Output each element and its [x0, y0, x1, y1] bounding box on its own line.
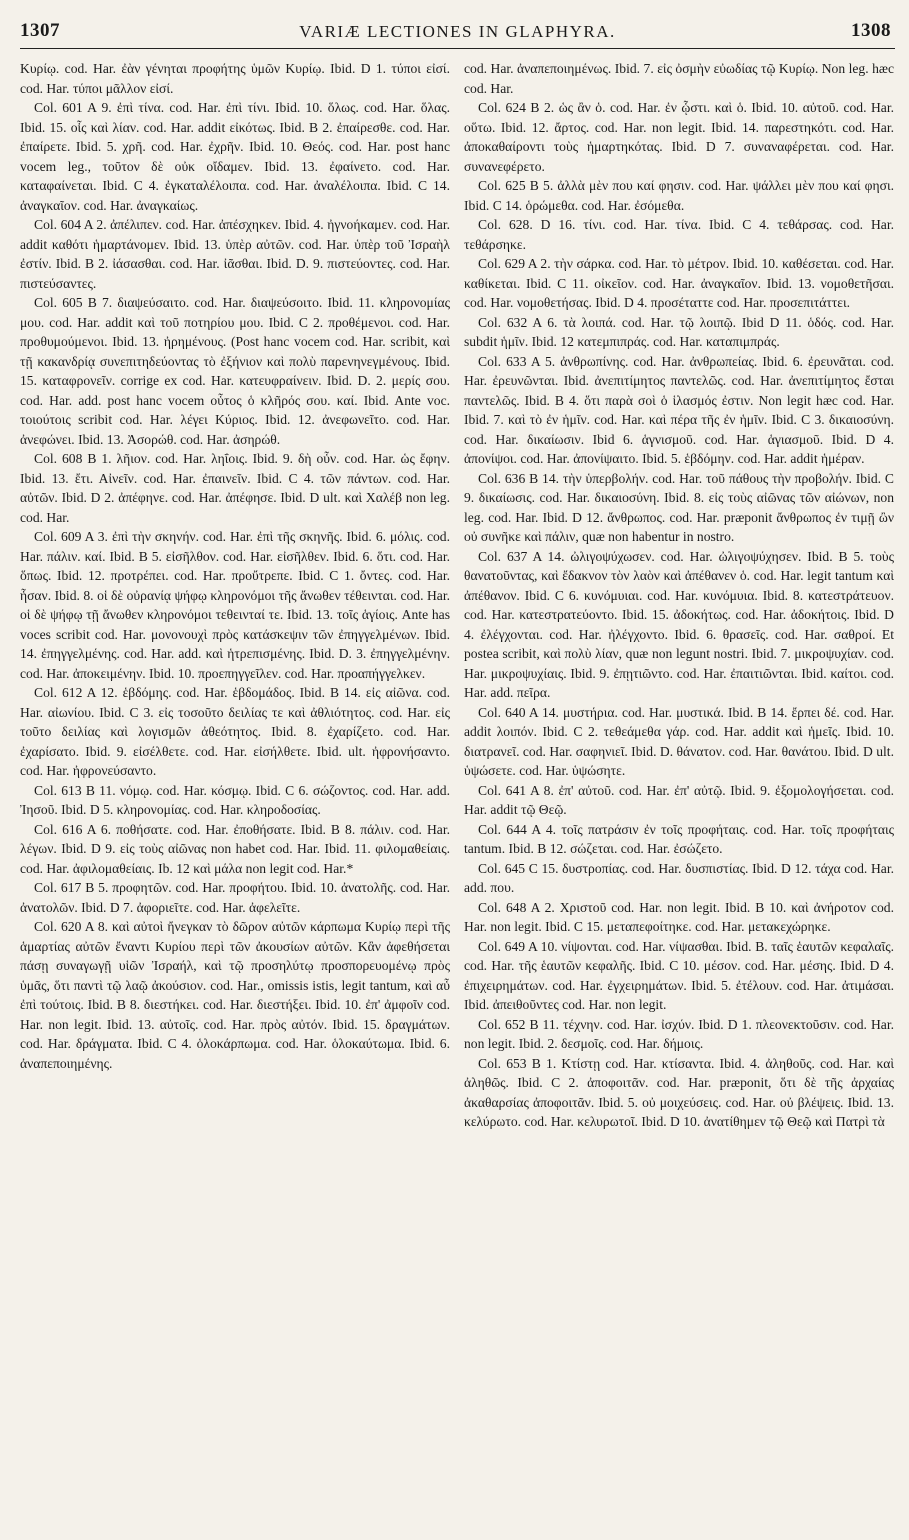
variant-entry: Col. 640 A 14. μυστήρια. cod. Har. μυστικά. Ibid. B 14. ἔρπει δέ. cod. Har. addit λοιπόν. Ibid. C 2. τεθεάμεθα γάρ. cod. Har. addit καὶ ἡμεῖς. Ibid. 10. διατρανεῖ. cod. Har. σαφηνιεῖ. Ibid. D. θάνατον. cod. Har. θανάτου. Ibid. D ult. ὑψώσετε. cod. Har. ὑψώσητε. [464, 704, 894, 778]
variant-entry: cod. Har. ἀναπεποιημένως. Ibid. 7. εἰς ὀσμὴν εὐωδίας τῷ Κυρίῳ. Non leg. hæc cod. Har. [464, 61, 894, 96]
page-number-left: 1307 [20, 20, 60, 41]
variant-entry: Col. 616 A 6. ποθήσατε. cod. Har. ἐποθήσατε. Ibid. B 8. πάλιν. cod. Har. λέγων. Ibid. D 9. εἰς τοὺς αἰῶνας non habet cod. Har. Ibid. 11. φιλομαθείαις. cod. Har. ἀφιλομαθείαις. Ib. 12 καὶ μάλα non legit cod. Har.* [20, 821, 450, 876]
running-header [20, 12, 895, 49]
variant-entry: Col. 617 B 5. προφητῶν. cod. Har. προφήτου. Ibid. 10. ἀνατολῆς. cod. Har. ἀνατολῶν. Ibid. D 7. ἀφοριεῖτε. cod. Har. ἀφελεῖτε. [20, 880, 450, 915]
variant-entry: Col. 608 B 1. λῆιον. cod. Har. ληΐοις. Ibid. 9. δὴ οὖν. cod. Har. ὡς ἔφην. Ibid. 13. ἔτι. Αἰνεῖν. cod. Har. ἐπαινεῖν. Ibid. C 4. τῶν πάντων. cod. Har. αὐτῶν. Ibid. D 2. ἀπέφηνε. cod. Har. ἀπέφησε. Ibid. D ult. καὶ Χαλέβ non leg. cod. Har. [20, 451, 450, 525]
variant-entry: Col. 604 A 2. ἀπέλιπεν. cod. Har. ἀπέσχηκεν. Ibid. 4. ἠγνοήκαμεν. cod. Har. addit καθότι ἡμαρτάνομεν. Ibid. 13. ὑπὲρ αὐτῶν. cod. Har. ὑπὲρ τοῦ Ἰσραὴλ ἐστίν. Ibid. B 2. ἰάσασθαι. cod. Har. ἰᾶσθαι. Ibid. D. 9. πιστεύοντες. cod. Har. πιστεύσαντες. [20, 217, 450, 291]
variant-entry: Col. 645 C 15. δυστροπίας. cod. Har. δυσπιστίας. Ibid. D 12. τάχα cod. Har. add. που. [464, 860, 894, 895]
variant-entry: Col. 628. D 16. τίνι. cod. Har. τίνα. Ibid. C 4. τεθάρσας. cod. Har. τεθάρσηκε. [464, 217, 894, 252]
variant-entry: Col. 624 B 2. ὡς ἂν ὁ. cod. Har. ἐν ᾧστι. καὶ ὁ. Ibid. 10. αὐτοῦ. cod. Har. οὕτω. Ibid. 12. ἄρτος. cod. Har. non legit. Ibid. 14. παρεστηκότι. cod. Har. ἀποκαθαίροντι τοὺς ἡμαρτηκότας. Ibid. D 7. συναναφέρεται. cod. Har. συνανεφέρετο. [464, 100, 894, 174]
variant-entry: Col. 625 B 5. ἀλλὰ μὲν που καί φησιν. cod. Har. ψάλλει μὲν που καί φησι. Ibid. C 14. ὁρώμεθα. cod. Har. ἐσόμεθα. [464, 178, 894, 213]
variant-entry: Col. 620 A 8. καὶ αὐτοὶ ἤνεγκαν τὸ δῶρον αὐτῶν κάρπωμα Κυρίῳ περὶ τῆς ἁμαρτίας αὐτῶν ἔναντι Κυρίου περὶ τῶν ἀκουσίων αὐτῶν. Κἂν ἀφεθήσεται πάσῃ συναγωγῇ υἱῶν Ἰσραήλ, καὶ τῷ προσηλύτῳ προσπορευομένῳ πρὸς ὑμᾶς, ὅτι παντὶ τῷ λαῷ ἀκούσιον. cod. Har., omissis istis, legit tantum, καὶ αὖ ἐπὶ τούτοις. Ibid. B 8. διεστήκει. cod. Har. διεστήξει. Ibid. 10. ἐπ' ἀμφοῖν cod. Har. non legit. Ibid. 13. αὐτοῖς. cod. Har. πρὸς αὐτόν. Ibid. 15. δραγμάτων. cod. Har. δράγματα. Ibid. C 4. ὁλοκάρπωμα. cod. Har. ὁλοκαύτωμα. Ibid. 6. ἀναπεποιημένης. [20, 919, 450, 1071]
variant-entry: Col. 653 B 1. Κτίστῃ cod. Har. κτίσαντα. Ibid. 4. ἀληθοῦς. cod. Har. καὶ ἀληθῶς. Ibid. C 2. ἀποφοιτᾶν. cod. Har. præponit, ὅτι δὲ τῆς ἀρχαίας ἀκαθαρσίας ἀποφοιτᾶν. Ibid. 5. οὐ μοιχεύσεις. cod. Har. οὐ βλέψεις. Ibid. 13. κελύρωτο. cod. Har. κελυρωτοῖ. Ibid. D 10. ἀνατίθημεν τῷ Θεῷ καὶ Πατρὶ τὰ [464, 1055, 894, 1129]
variant-entry: Col. 609 A 3. ἐπὶ τὴν σκηνήν. cod. Har. ἐπὶ τῆς σκηνῆς. Ibid. 6. μόλις. cod. Har. πάλιν. καί. Ibid. B 5. εἰσῆλθον. cod. Har. εἰσῆλθεν. Ibid. 6. ὅτι. cod. Har. ὅπως. Ibid. 12. προτρέπει. cod. Har. προὔτρεπε. Ibid. C 1. ὄντες. cod. Har. ἦσαν. Ibid. 8. οἱ δὲ οὐρανίᾳ ψήφῳ κληρονόμοι τῆς ἄνωθεν τέθεινται. cod. Har. οἱ δὲ ψήφῳ τῇ ἄνωθεν κληρονόμοι τεθεινταί τε. Ibid. 13. τοῖς ἁγίοις. Ante has voces scribit cod. Har. μονονουχὶ πρὸς κατάσκεψιν τῶν ἐπηγγελμένων. Ibid. 14. ἐπηγγελμένης. cod. Har. add. καὶ ἡτρεπισμένης. Ibid. D. 3. ἐπηγγελμένην. cod. Har. ἀποκειμένην. Ibid. 10. προεπηγγεῖλεν. cod. Har. προαπήγγελκεν. [20, 529, 450, 681]
variant-entry: Col. 629 A 2. τὴν σάρκα. cod. Har. τὸ μέτρον. Ibid. 10. καθέσεται. cod. Har. καθίκεται. Ibid. C 11. οἰκεῖον. cod. Har. ἀναγκαῖον. Ibid. 13. νομοθετῆσαι. cod. Har. νομοθετήσας. Ibid. D 4. προσέταττε cod. Har. προσεπιτάττει. [464, 256, 894, 310]
variant-entry: Col. 612 A 12. ἑβδόμης. cod. Har. ἑβδομάδος. Ibid. B 14. εἰς αἰῶνα. cod. Har. αἰωνίου. Ibid. C 3. εἰς τοσοῦτο δειλίας τε καὶ ἀθλιότητος. cod. Har. εἰς τοῦτο δειλίας καὶ λογισμῶν ἀθεότητος. Ibid. 8. ἐχαρίζετο. cod. Har. ἐχαρίσατο. Ibid. 9. εἰσέλθετε. cod. Har. εἰσήλθετε. Ibid. ult. ἠφρονήσαντο. cod. Har. ἠφρονεύσαντο. [20, 685, 450, 778]
variant-entry: Col. 644 A 4. τοῖς πατράσιν ἐν τοῖς προφήταις. cod. Har. τοῖς προφήταις tantum. Ibid. B 12. σώζεται. cod. Har. ἐσώζετο. [464, 821, 894, 856]
variant-entry: Κυρίῳ. cod. Har. ἐὰν γένηται προφήτης ὑμῶν Κυρίῳ. Ibid. D 1. τύποι εἰσί. cod. Har. τύποι μᾶλλον εἰσί. [20, 61, 450, 96]
variant-entry: Col. 633 A 5. ἀνθρωπίνης. cod. Har. ἀνθρωπείας. Ibid. 6. ἐρευνᾶται. cod. Har. ἐρευνῶνται. Ibid. ἀνεπιτίμητος παντελῶς. cod. Har. ἀνεπιτίμητος ἔσται παντελῶς. Ibid. B 4. ὅτι παρὰ σοὶ ὁ ἱλασμός ἐστιν. Non legit hæc cod. Har. Ibid. 7. καὶ τὸ ἐν ἡμῖν. cod. Har. καὶ πέρα τῆς ἐν ἡμῖν. Ibid. C 3. δικαιοσύνη. cod. Har. δικαίωσιν. Ibid 6. ἁγνισμοῦ. cod. Har. ἁγιασμοῦ. Ibid. D 4. ἀπονίψοι. cod. Har. ἀπονίψαιτο. Ibid. 5. ἑβδόμην. cod. Har. addit ἡμέραν. [464, 353, 894, 466]
left-column [20, 59, 450, 1529]
variant-entry: Col. 605 B 7. διαψεύσαιτο. cod. Har. διαψεύσοιτο. Ibid. 11. κληρονομίας μου. cod. Har. addit καὶ τοῦ ποτηρίου μου. Ibid. C 2. προθέμενοι. cod. Har. προθυμούμενοι. Ibid. 13. ἠρημένους. (Post hanc vocem cod. Har. scribit, καὶ τῇ κακανδρίᾳ συνεπιτηδεύοντας τὸ ἐξήνιον καὶ πολὺ παρενηνεγμένους. Ibid. 15. καταφρονεῖν. corrige ex cod. Har. κατευφραίνειν. Ibid. D. 2. μερίς σου. cod. Har. add. post hanc vocem οὗτος ὁ κλῆρός σου. καί. Ibid. Ante voc. τοιούτοις scribit cod. Har. λέγει Κύριος. Ibid. 12. ἀνεφωνεῖτο. cod. Har. ἀνεφώνει. Ibid. 13. Ἀσορώθ. cod. Har. ἀσηρώθ. [20, 295, 450, 447]
page-number-right: 1308 [851, 20, 891, 41]
variant-entry: Col. 641 A 8. ἐπ' αὐτοῦ. cod. Har. ἐπ' αὐτῷ. Ibid. 9. ἐξομολογήσεται. cod. Har. addit τῷ Θεῷ. [464, 782, 894, 817]
variant-entry: Col. 636 B 14. τὴν ὑπερβολήν. cod. Har. τοῦ πάθους τὴν προβολήν. Ibid. C 9. δικαίωσις. cod. Har. δικαιοσύνη. Ibid. 8. εἰς τοὺς αἰῶνας τῶν αἰώνων, non leg. cod. Har. Ibid. D 12. ἄνθρωπος. cod. Har. præponit ἄνθρωπος ἐν τιμῇ ὢν οὐ συνῆκε καὶ πάλιν, quæ non habentur in nostro. [464, 470, 894, 544]
variant-entry: Col. 648 A 2. Χριστοῦ cod. Har. non legit. Ibid. B 10. καὶ ἀνήροτον cod. Har. non legit. Ibid. C 15. μεταπεφοίτηκε. cod. Har. μετακεχώρηκε. [464, 899, 894, 934]
variant-entry: Col. 652 B 11. τέχνην. cod. Har. ἰσχύν. Ibid. D 1. πλεονεκτοῦσιν. cod. Har. non legit. Ibid. 2. δεσμοῖς. cod. Har. δήμοις. [464, 1016, 894, 1051]
right-column [464, 59, 894, 1529]
variant-entry: Col. 649 A 10. νίψονται. cod. Har. νίψασθαι. Ibid. B. ταῖς ἑαυτῶν κεφαλαῖς. cod. Har. τῆς ἑαυτῶν κεφαλῆς. Ibid. C 10. μέσον. cod. Har. μέσης. Ibid. D 4. ἐπιχειρημάτων. cod. Har. ἐγχειρημάτων. Ibid. 5. ἐτέλουν. cod. Har. ἀτιμάσαι. Ibid. ἀπειθοῦντες cod. Har. non legit. [464, 938, 894, 1012]
running-title: VARIÆ LECTIONES IN GLAPHYRA. [299, 22, 616, 41]
variant-entry: Col. 637 A 14. ὠλιγοψύχωσεν. cod. Har. ὠλιγοψύχησεν. Ibid. B 5. τοὺς θανατοῦντας, καὶ ἔδακνον τὸν λαὸν καὶ ἀπέθανεν ὁ. cod. Har. legit tantum καὶ ἀπέθανον. Ibid. C 6. κυνόμυιαι. cod. Har. κυνόμυια. Ibid. 8. κατεστράτευον. cod. Har. κατεστρατεύοντο. Ibid. 15. ἀδοκήτως. cod. Har. ἀδοκήτοις. Ibid. D 4. ἐλέγχονται. cod. Har. ἠλέγχοντο. Ibid. 6. θρασεῖς. cod. Har. σαθροί. Et postea scribit, καὶ πολὺ λίαν, quæ non legunt nostri. Ibid. 7. μικροψυχίαν. cod. Har. μικροψυχίαις. Ibid. 9. ἐπῃτιῶντο. cod. Har. ἐπαιτιῶνται. Ibid. καίτοι. cod. Har. add. πεῖρα. [464, 548, 894, 700]
variant-entry: Col. 632 A 6. τὰ λοιπά. cod. Har. τῷ λοιπῷ. Ibid D 11. ὁδός. cod. Har. subdit ἡμῖν. Ibid. 12 κατεμπιπράς. cod. Har. καταπιμπράς. [464, 314, 894, 349]
variant-entry: Col. 613 B 11. νόμῳ. cod. Har. κόσμῳ. Ibid. C 6. σώζοντος. cod. Har. add. Ἰησοῦ. Ibid. D 5. κληρονομίας. cod. Har. κληροδοσίας. [20, 782, 450, 817]
variant-entry: Col. 601 A 9. ἐπὶ τίνα. cod. Har. ἐπὶ τίνι. Ibid. 10. ὅλως. cod. Har. ὅλας. Ibid. 15. οἷς καὶ λίαν. cod. Har. addit εἰκότως. Ibid. B 2. ἐπαίρεσθε. cod. Har. ἐπαίρετε. Ibid. 5. χρῆ. cod. Har. ἐχρῆν. Ibid. 10. Θεός. cod. Har. post hanc vocem leg., τοῦτον δὲ οὐκ οἴδαμεν. Ibid. 13. ἐφαίνετο. cod. Har. καταφαίνεται. Ibid. C 4. ἐγκαταλέλοιπα. cod. Har. ἀναλέλοιπα. Ibid. C 14. ἀναγκαῖον. cod. Har. ἀναγκαίως. [20, 100, 450, 213]
text-columns [20, 59, 895, 1529]
